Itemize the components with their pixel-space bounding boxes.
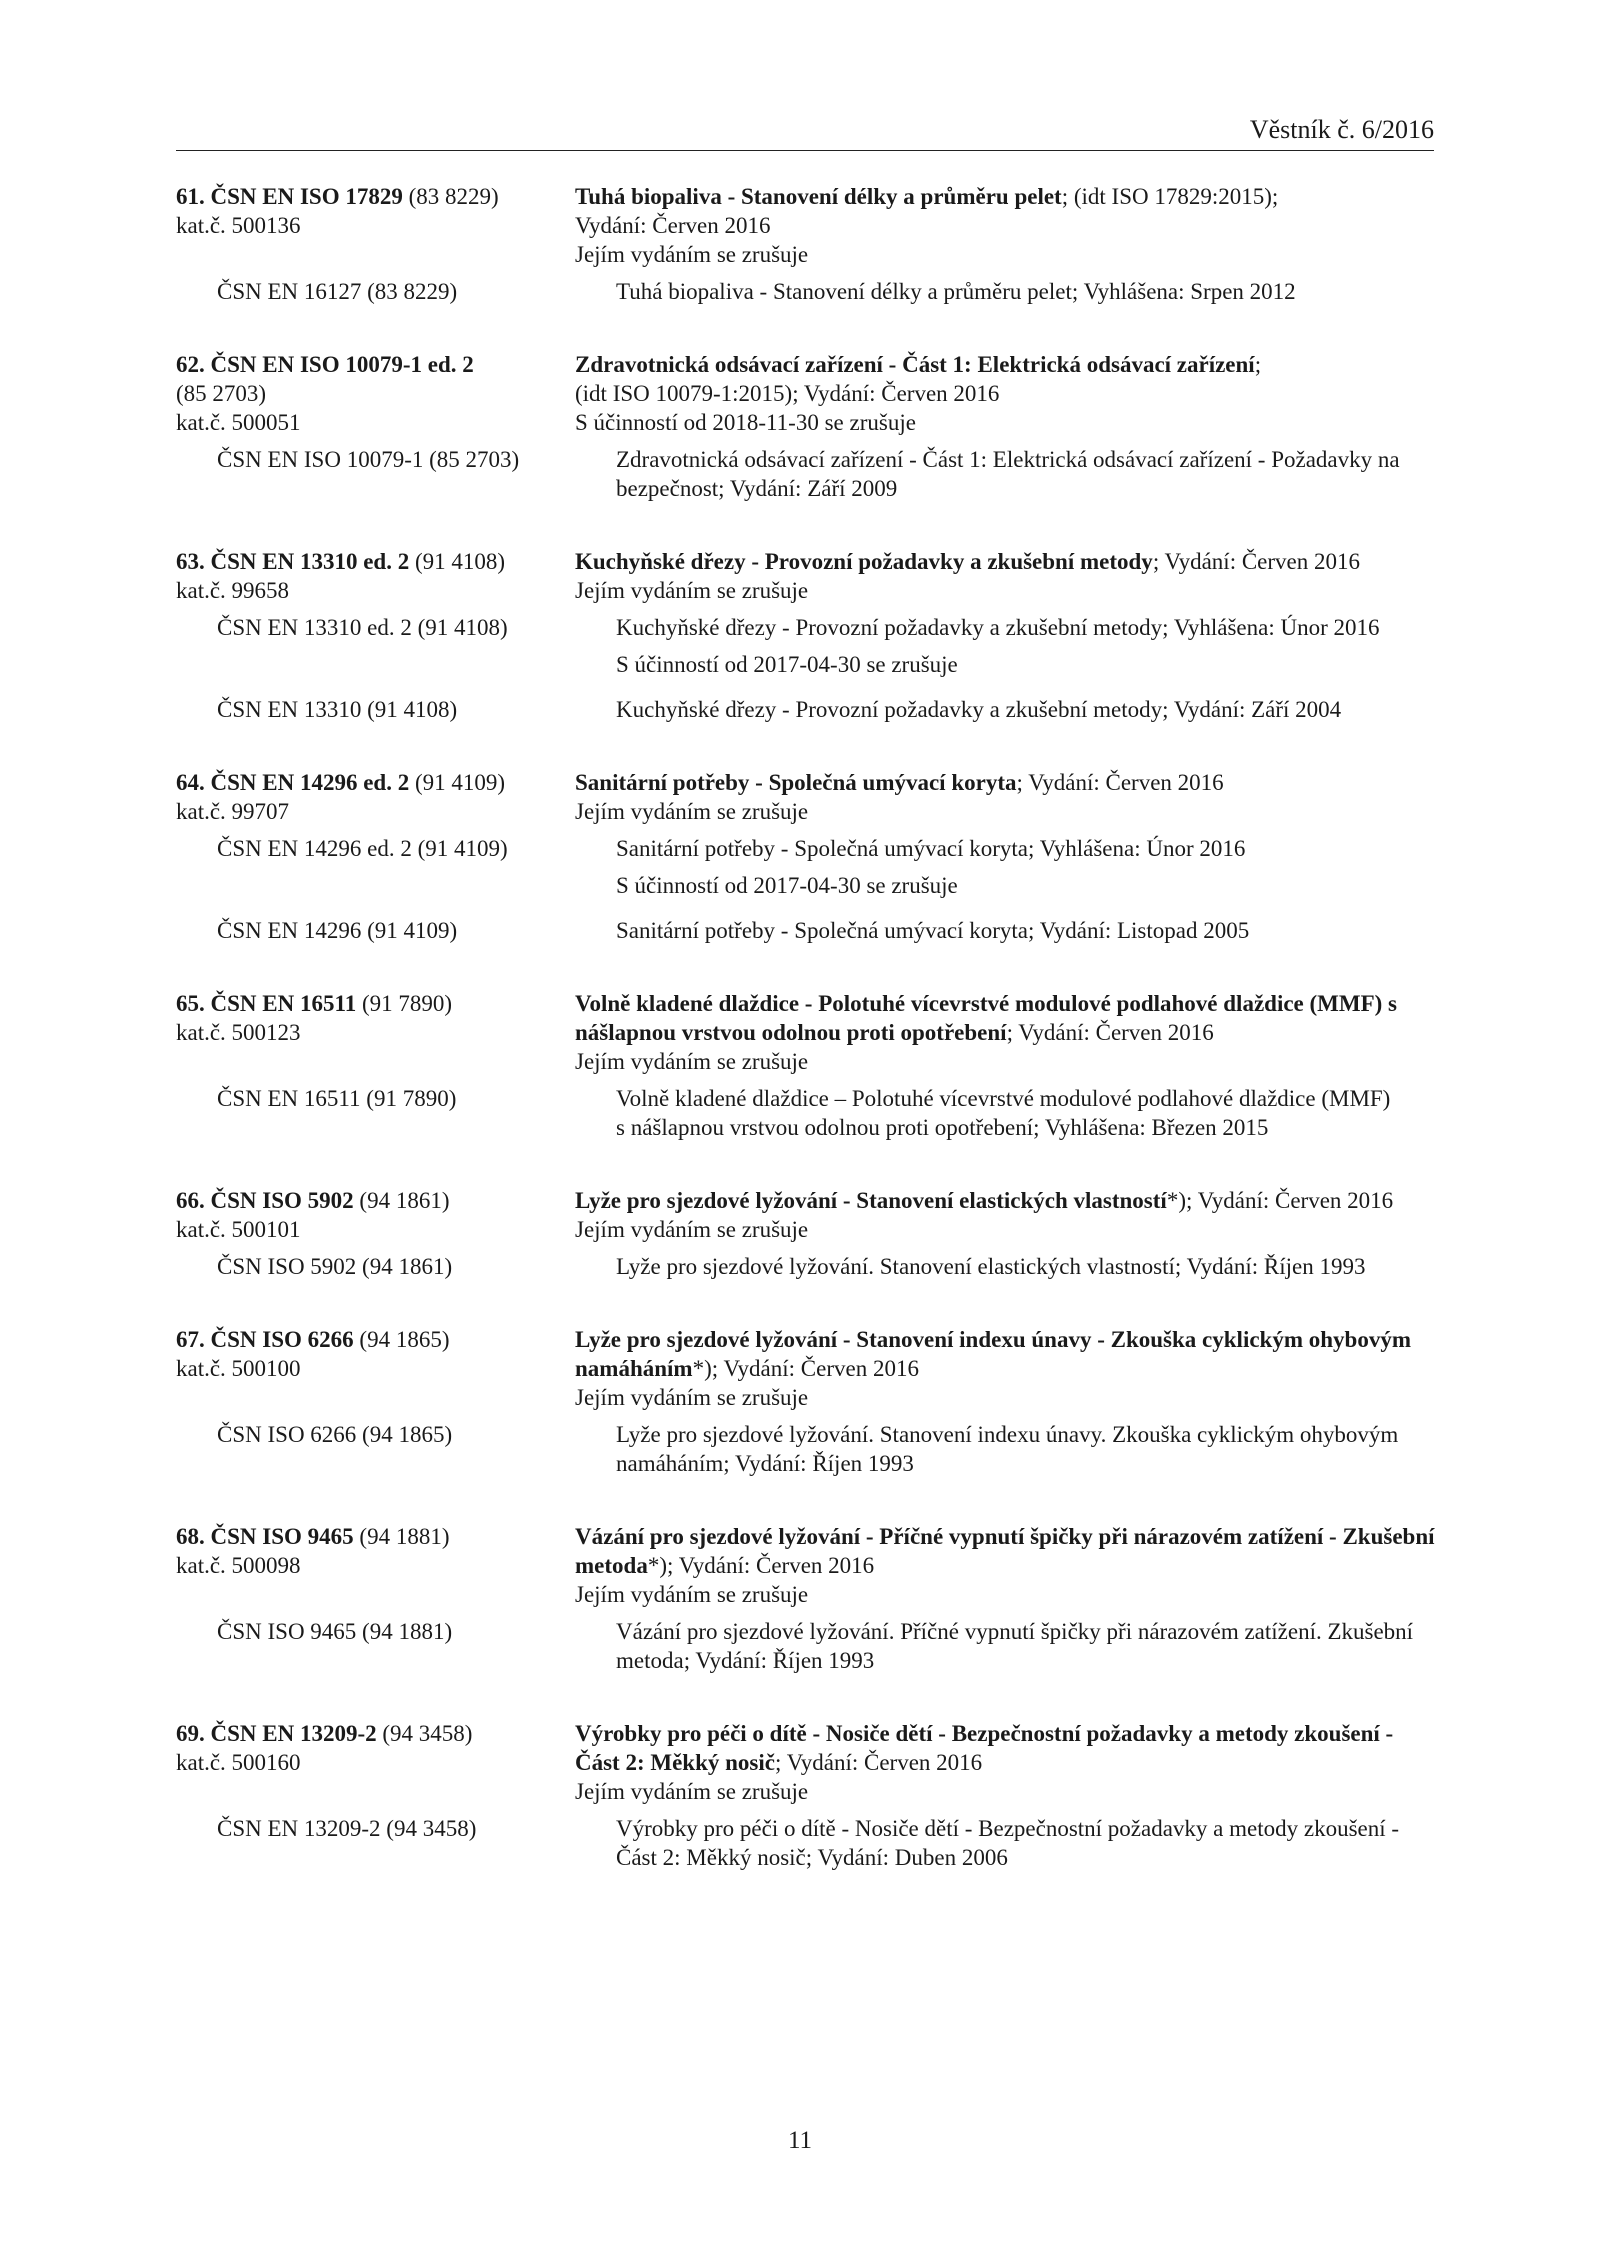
- standard-entry: [176, 989, 1436, 1142]
- standard-details: ; Vydání: Červen 2016: [1006, 1020, 1214, 1045]
- class-number: (94 3458): [382, 1721, 473, 1746]
- replaced-text: Tuhá biopaliva - Stanovení délky a průměru pelet; Vyhlášena: Srpen 2012: [616, 279, 1296, 304]
- entry-note: Vydání: Červen 2016: [575, 213, 771, 238]
- replaced-standard: [176, 1617, 1436, 1675]
- standard-title: Vázání pro sjezdové lyžování - Příčné vypnutí špičky při nárazovém zatížení - Zkušební metoda: [575, 1524, 1435, 1578]
- entry-description: [575, 1719, 1436, 1806]
- replaced-text: namáháním; Vydání: Říjen 1993: [616, 1451, 914, 1476]
- entry-description: [575, 547, 1436, 605]
- entry-number: 62.: [176, 352, 205, 377]
- replaced-text: Lyže pro sjezdové lyžování. Stanovení elastických vlastností; Vydání: Říjen 1993: [616, 1254, 1366, 1279]
- standard-details: ; Vydání: Červen 2016: [1152, 549, 1361, 574]
- entry-note: Jejím vydáním se zrušuje: [575, 1217, 809, 1242]
- entry-description: [575, 1325, 1436, 1412]
- replaced-text: Sanitární potřeby - Společná umývací koryta; Vydání: Listopad 2005: [616, 918, 1250, 943]
- class-number: (91 7890): [361, 991, 453, 1016]
- replaced-text: bezpečnost; Vydání: Září 2009: [616, 476, 898, 501]
- standard-code: ČSN ISO 5902: [210, 1188, 354, 1213]
- catalog-number: kat.č. 500136: [176, 213, 301, 238]
- replaced-code: ČSN EN 13310 ed. 2 (91 4108): [217, 615, 508, 640]
- entry-identifier: [176, 1719, 575, 1806]
- standard-title: Tuhá biopaliva - Stanovení délky a průměru pelet: [575, 184, 1062, 209]
- entry-identifier: [176, 547, 575, 605]
- standard-code: ČSN ISO 6266: [210, 1327, 354, 1352]
- catalog-number: kat.č. 99707: [176, 799, 290, 824]
- standard-details: ; (idt ISO 17829:2015);: [1061, 184, 1279, 209]
- replaced-text: Kuchyňské dřezy - Provozní požadavky a zkušební metody; Vydání: Září 2004: [616, 697, 1342, 722]
- replaced-text: Lyže pro sjezdové lyžování. Stanovení indexu únavy. Zkouška cyklickým ohybovým: [616, 1422, 1399, 1447]
- replaced-text: Vázání pro sjezdové lyžování. Příčné vypnutí špičky při nárazovém zatížení. Zkušební: [616, 1619, 1414, 1644]
- replaced-standard: [176, 445, 1436, 503]
- standard-code: ČSN EN 13209-2: [210, 1721, 377, 1746]
- replaced-code: ČSN EN ISO 10079-1 (85 2703): [217, 447, 520, 472]
- entry-note: Jejím vydáním se zrušuje: [575, 799, 809, 824]
- class-number: (91 4109): [414, 770, 506, 795]
- page-number: 11: [787, 2127, 813, 2154]
- catalog-number: kat.č. 99658: [176, 578, 290, 603]
- replaced-standard: [176, 1084, 1436, 1142]
- replaced-text: metoda; Vydání: Říjen 1993: [616, 1648, 875, 1673]
- class-number: (91 4108): [414, 549, 506, 574]
- class-number: (94 1861): [359, 1188, 450, 1213]
- standard-details: *); Vydání: Červen 2016: [692, 1356, 919, 1381]
- replaced-code: ČSN EN 14296 (91 4109): [217, 918, 458, 943]
- catalog-number: kat.č. 500100: [176, 1356, 301, 1381]
- replaced-standard: [176, 1420, 1436, 1478]
- standard-code: ČSN EN 13310 ed. 2: [210, 549, 410, 574]
- standard-details: *); Vydání: Červen 2016: [1166, 1188, 1394, 1213]
- replaced-standard: [176, 834, 1436, 900]
- standard-title: Volně kladené dlaždice - Polotuhé vícevrstvé modulové podlahové dlaždice (MMF) s nášlapnou vrstvou odolnou proti opotřebení: [575, 991, 1397, 1045]
- header-title: Věstník č. 6/2016: [1249, 115, 1434, 144]
- entry-note: Jejím vydáním se zrušuje: [575, 1779, 809, 1804]
- standard-title: Lyže pro sjezdové lyžování - Stanovení indexu únavy - Zkouška cyklickým ohybovým namáháním: [575, 1327, 1411, 1381]
- replaced-code: ČSN EN 13310 (91 4108): [217, 697, 458, 722]
- standard-entry: [176, 1719, 1436, 1872]
- standard-details: ; Vydání: Červen 2016: [1016, 770, 1224, 795]
- entry-number: 65.: [176, 991, 205, 1016]
- catalog-number: kat.č. 500051: [176, 410, 301, 435]
- entry-description: [575, 989, 1436, 1076]
- replaced-text: Výrobky pro péči o dítě - Nosiče dětí - Bezpečnostní požadavky a metody zkoušení -: [616, 1816, 1400, 1841]
- replaced-text: S účinností od 2017-04-30 se zrušuje: [616, 873, 958, 898]
- replaced-code: ČSN ISO 6266 (94 1865): [217, 1422, 453, 1447]
- catalog-number: kat.č. 500160: [176, 1750, 301, 1775]
- standard-code: ČSN EN 16511: [210, 991, 357, 1016]
- standard-entry: [176, 1325, 1436, 1478]
- standard-title: Sanitární potřeby - Společná umývací koryta: [575, 770, 1017, 795]
- replaced-code: ČSN ISO 9465 (94 1881): [217, 1619, 453, 1644]
- standard-title: Lyže pro sjezdové lyžování - Stanovení elastických vlastností: [575, 1188, 1167, 1213]
- class-number: (94 1881): [359, 1524, 450, 1549]
- entry-identifier: [176, 1522, 575, 1609]
- entry-note: S účinností od 2018-11-30 se zrušuje: [575, 410, 916, 435]
- entry-number: 67.: [176, 1327, 205, 1352]
- standard-entry: [176, 350, 1436, 503]
- replaced-text: Sanitární potřeby - Společná umývací koryta; Vyhlášena: Únor 2016: [616, 836, 1246, 861]
- standard-entry: [176, 768, 1436, 945]
- standard-entry: [176, 1522, 1436, 1675]
- replaced-text: S účinností od 2017-04-30 se zrušuje: [616, 652, 958, 677]
- entry-note: (idt ISO 10079-1:2015); Vydání: Červen 2016: [575, 381, 1000, 406]
- replaced-text: Zdravotnická odsávací zařízení - Část 1: Elektrická odsávací zařízení - Požadavky na: [616, 447, 1400, 472]
- entry-note: Jejím vydáním se zrušuje: [575, 242, 809, 267]
- standard-title: Kuchyňské dřezy - Provozní požadavky a zkušební metody: [575, 549, 1153, 574]
- entry-number: 61.: [176, 184, 205, 209]
- entry-identifier: [176, 1325, 575, 1412]
- standard-code: ČSN EN ISO 10079-1 ed. 2: [210, 352, 474, 377]
- entry-description: [575, 182, 1436, 269]
- entry-description: [575, 768, 1436, 826]
- entry-identifier: [176, 989, 575, 1076]
- replaced-standard: [176, 277, 1436, 306]
- entry-note: Jejím vydáním se zrušuje: [575, 1049, 809, 1074]
- entry-description: [575, 1522, 1436, 1609]
- standard-entry: [176, 1186, 1436, 1281]
- replaced-standard: [176, 1252, 1436, 1281]
- replaced-code: ČSN EN 14296 ed. 2 (91 4109): [217, 836, 508, 861]
- class-number: (94 1865): [359, 1327, 450, 1352]
- entry-identifier: [176, 182, 575, 269]
- replaced-text: Část 2: Měkký nosič; Vydání: Duben 2006: [616, 1845, 1008, 1870]
- standard-details: ; Vydání: Červen 2016: [774, 1750, 983, 1775]
- entry-number: 69.: [176, 1721, 205, 1746]
- replaced-standard: [176, 613, 1436, 679]
- entry-number: 66.: [176, 1188, 205, 1213]
- class-number: (85 2703): [176, 381, 267, 406]
- standard-details: *); Vydání: Červen 2016: [647, 1553, 875, 1578]
- page-header: [176, 114, 1434, 151]
- standard-code: ČSN EN 14296 ed. 2: [210, 770, 410, 795]
- replaced-text: Volně kladené dlaždice – Polotuhé vícevrstvé modulové podlahové dlaždice (MMF): [616, 1086, 1391, 1111]
- replaced-code: ČSN EN 16127 (83 8229): [217, 279, 458, 304]
- entry-note: Jejím vydáním se zrušuje: [575, 1385, 809, 1410]
- replaced-standard: [176, 916, 1436, 945]
- entry-identifier: [176, 1186, 575, 1244]
- entry-number: 63.: [176, 549, 205, 574]
- standard-title: Zdravotnická odsávací zařízení - Část 1: Elektrická odsávací zařízení: [575, 352, 1255, 377]
- entry-note: Jejím vydáním se zrušuje: [575, 1582, 809, 1607]
- replaced-standard: [176, 695, 1436, 724]
- replaced-text: Kuchyňské dřezy - Provozní požadavky a zkušební metody; Vyhlášena: Únor 2016: [616, 615, 1380, 640]
- class-number: (83 8229): [408, 184, 499, 209]
- entry-number: 68.: [176, 1524, 205, 1549]
- replaced-code: ČSN EN 16511 (91 7890): [217, 1086, 457, 1111]
- standards-list: [176, 182, 1436, 1916]
- standard-entry: [176, 182, 1436, 306]
- replaced-standard: [176, 1814, 1436, 1872]
- standard-code: ČSN EN ISO 17829: [210, 184, 403, 209]
- entry-description: [575, 350, 1436, 437]
- entry-number: 64.: [176, 770, 205, 795]
- standard-code: ČSN ISO 9465: [210, 1524, 354, 1549]
- catalog-number: kat.č. 500098: [176, 1553, 301, 1578]
- entry-note: Jejím vydáním se zrušuje: [575, 578, 809, 603]
- standard-details: ;: [1254, 352, 1262, 377]
- catalog-number: kat.č. 500101: [176, 1217, 301, 1242]
- entry-identifier: [176, 350, 575, 437]
- replaced-code: ČSN EN 13209-2 (94 3458): [217, 1816, 477, 1841]
- catalog-number: kat.č. 500123: [176, 1020, 301, 1045]
- standard-title: Výrobky pro péči o dítě - Nosiče dětí - Bezpečnostní požadavky a metody zkoušení - Část 2: Měkký nosič: [575, 1721, 1394, 1775]
- entry-description: [575, 1186, 1436, 1244]
- entry-identifier: [176, 768, 575, 826]
- replaced-text: s nášlapnou vrstvou odolnou proti opotřebení; Vyhlášena: Březen 2015: [616, 1115, 1269, 1140]
- standard-entry: [176, 547, 1436, 724]
- replaced-code: ČSN ISO 5902 (94 1861): [217, 1254, 453, 1279]
